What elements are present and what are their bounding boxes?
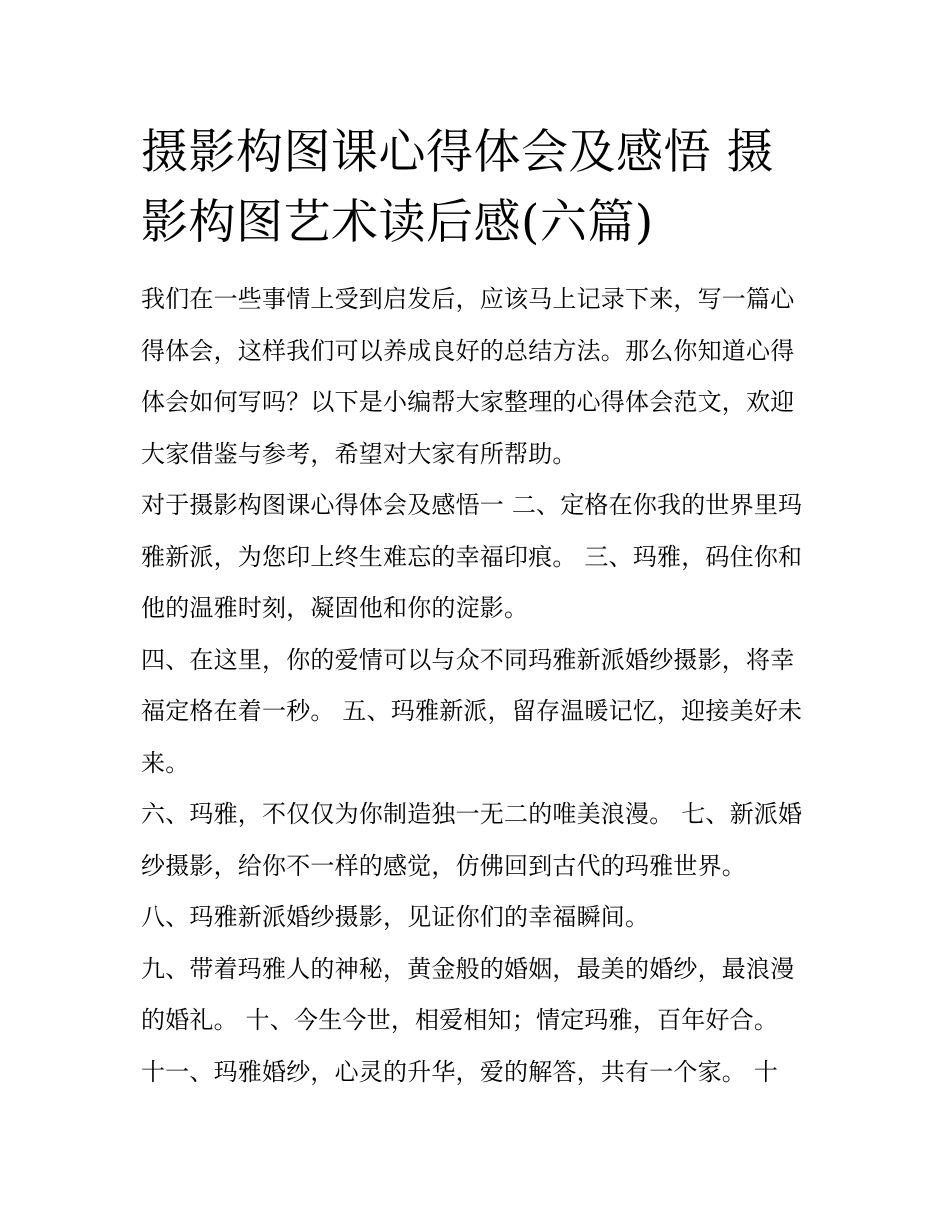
paragraph-intro: 我们在一些事情上受到启发后，应该马上记录下来，写一篇心得体会，这样我们可以养成良好的总结方法。那么你知道心得体会如何写吗？以下是小编帮大家整理的心得体会范文，欢迎大家借鉴与参考，希望对大家有所帮助。: [141, 285, 795, 468]
paragraph-slogans-4: 八、玛雅新派婚纱摄影，见证你们的幸福瞬间。: [141, 903, 650, 931]
paragraph-slogans-6: 十一、玛雅婚纱，心灵的升华，爱的解答，共有一个家。 十: [141, 1057, 779, 1086]
paragraph-slogans-3: 六、玛雅，不仅仅为你制造独一无二的唯美浪漫。 七、新派婚纱摄影，给你不一样的感觉，仿佛回到古代的玛雅世界。: [141, 800, 803, 880]
document-body: [141, 118, 813, 1098]
document-title: 摄影构图课心得体会及感悟 摄影构图艺术读后感(六篇): [141, 125, 774, 250]
paragraph-slogans-1: 对于摄影构图课心得体会及感悟一 二、定格在你我的世界里玛雅新派，为您印上终生难忘的幸福印痕。 三、玛雅，码住你和他的温雅时刻，凝固他和你的淀影。: [141, 491, 803, 622]
paragraph-slogans-5: 九、带着玛雅人的神秘，黄金般的婚姻，最美的婚纱，最浪漫的婚礼。 十、今生今世，相爱相知；情定玛雅，百年好合。: [141, 954, 795, 1034]
paragraph-slogans-2: 四、在这里，你的爱情可以与众不同玛雅新派婚纱摄影，将幸福定格在着一秒。 五、玛雅新派，留存温暖记忆，迎接美好未来。: [141, 645, 803, 777]
